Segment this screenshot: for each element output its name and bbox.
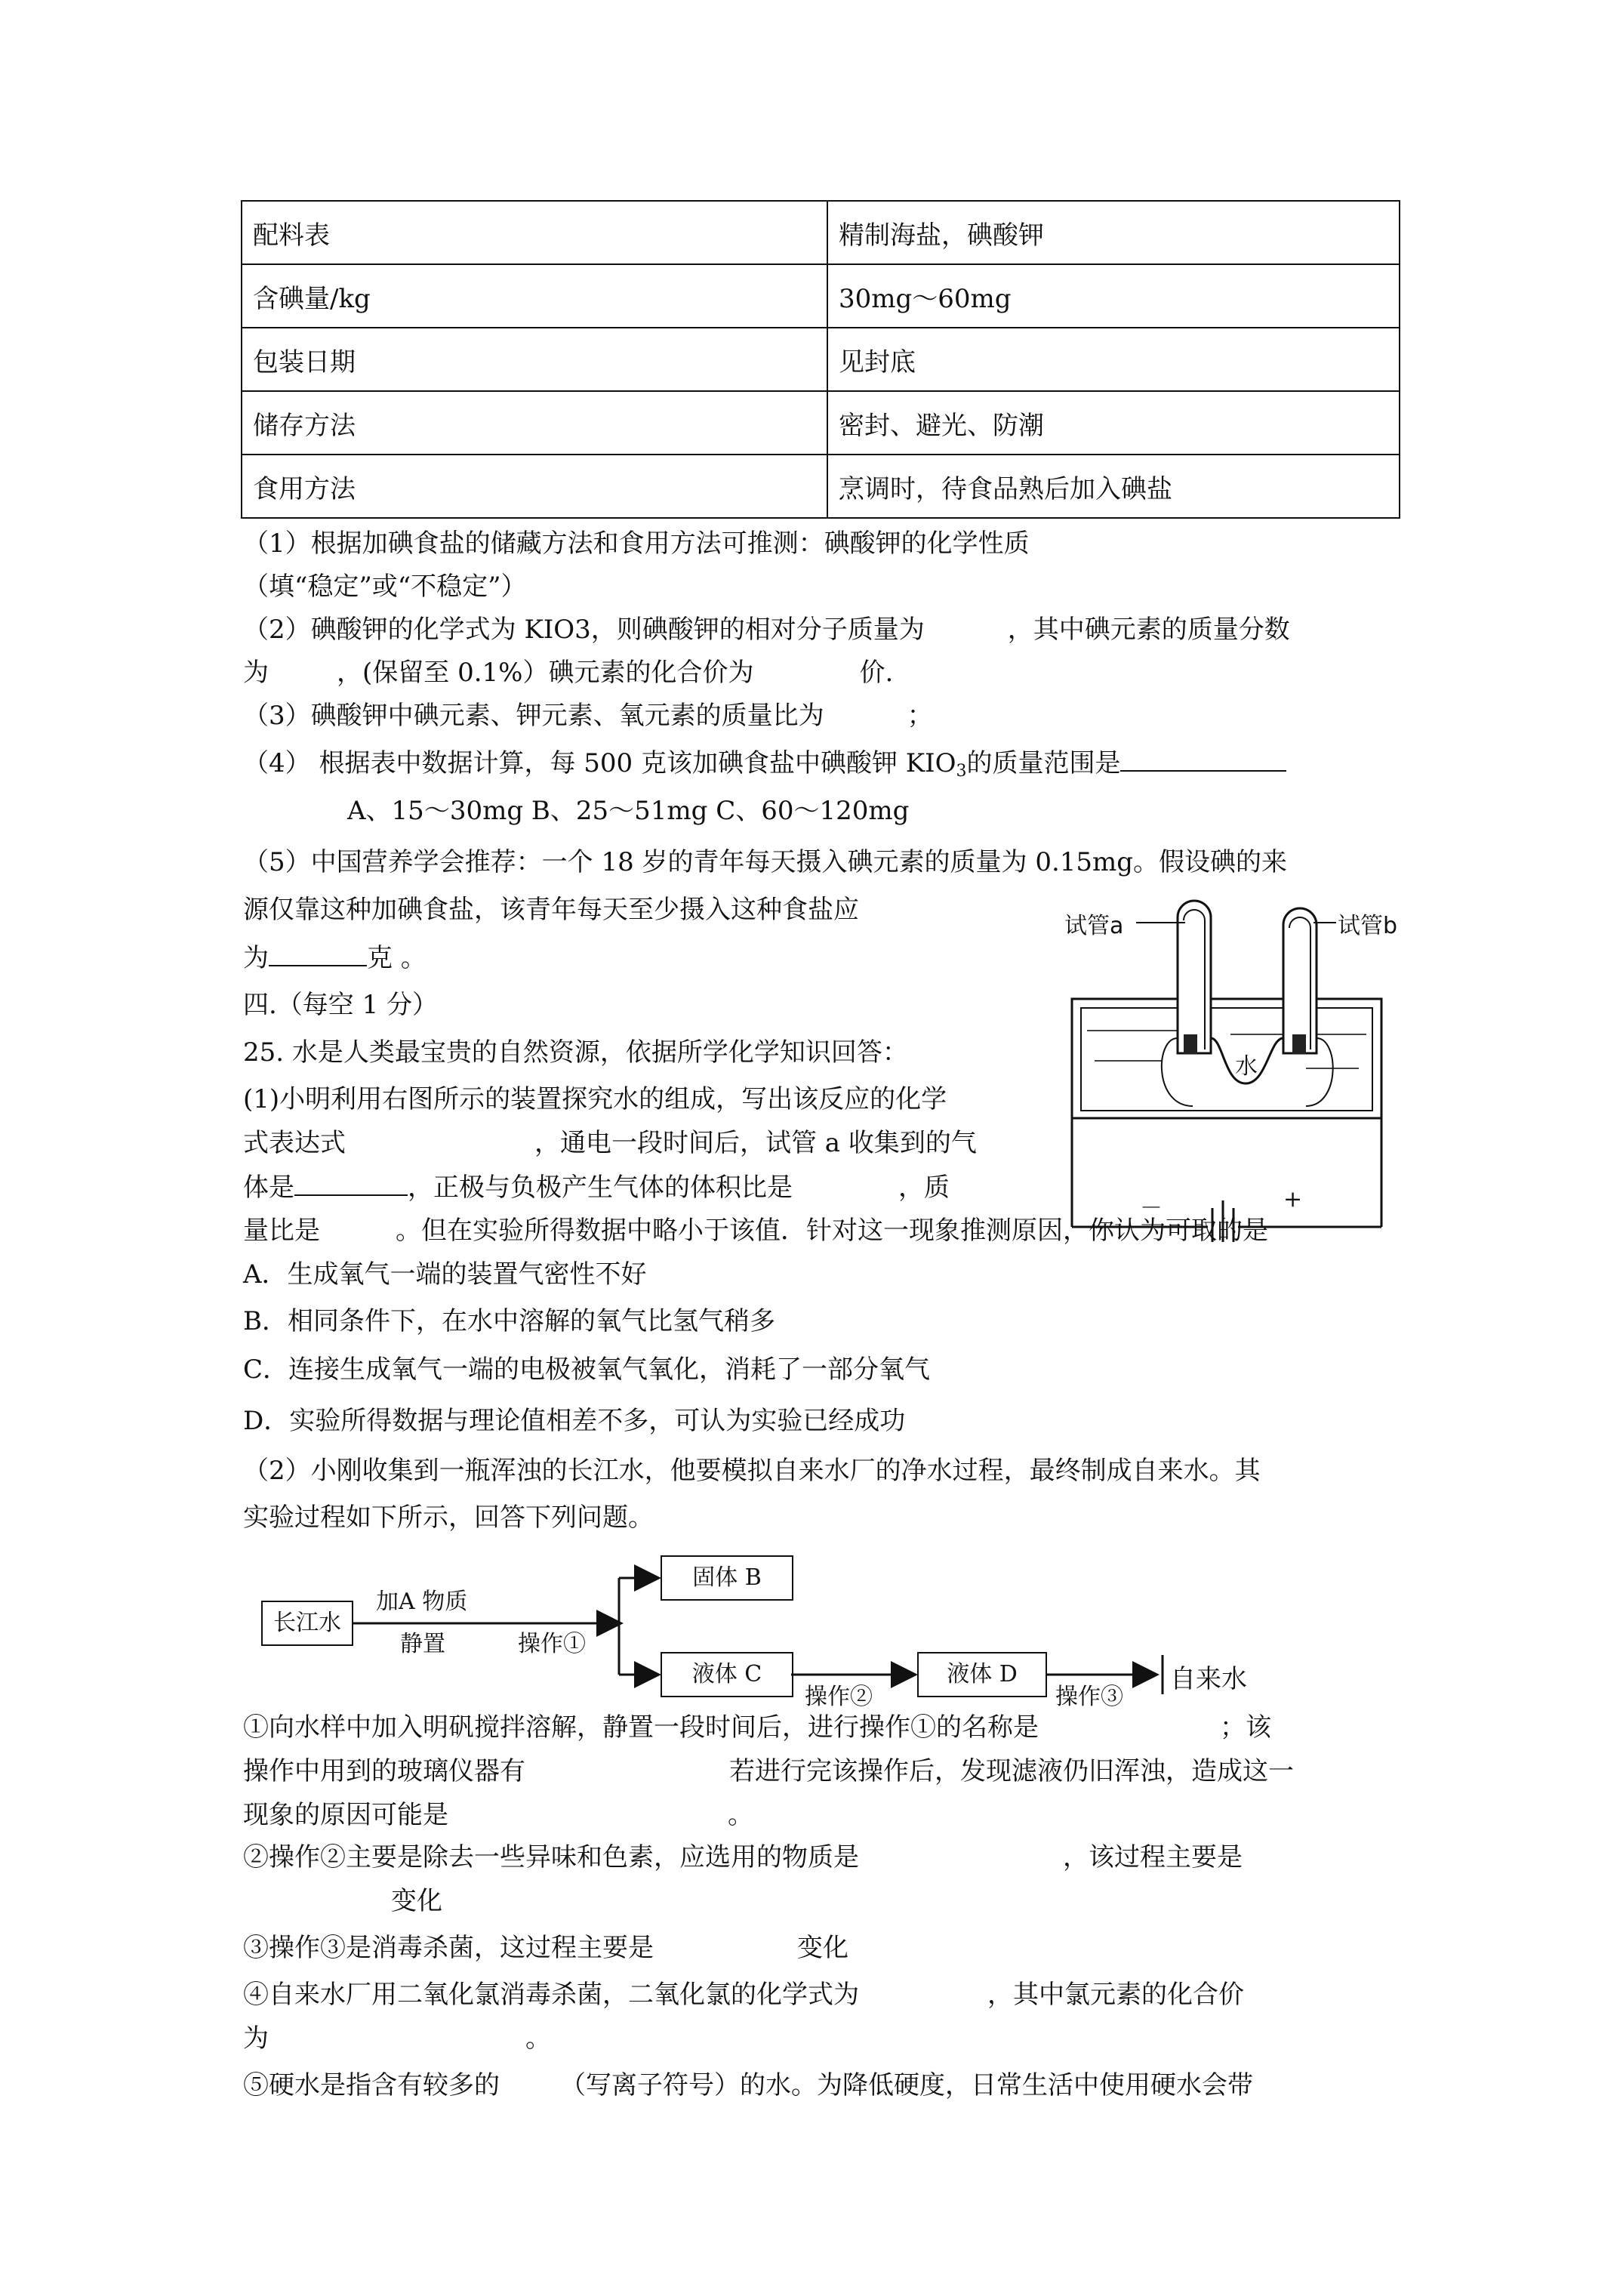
q3-text-b: ； [907,701,933,731]
q25-p1-line3 [243,1172,950,1203]
apparatus-drawing [1064,887,1397,1242]
q3-text-a: （3）碘酸钾中碘元素、钾元素、氧元素的质量比为 [243,701,824,731]
q4-text-a: （4） 根据表中数据计算，每 500 克该加碘食盐中碘酸钾 KIO [243,748,956,778]
q2-line2 [243,658,893,688]
q5-line3 [243,942,427,973]
flow-box-start: 长江水 [261,1601,353,1646]
sub-q2-text: ，该过程主要是 [1063,1842,1243,1872]
table-cell-value: 精制海盐，碘酸钾 [827,201,1400,264]
q25-text: 量比是 [243,1216,320,1246]
sub-q1-text: 若进行完该操作后，发现滤液仍旧浑浊，造成这一 [729,1756,1294,1786]
q25-text: ，正极与负极产生气体的体积比是 [408,1173,793,1203]
q2-text-d: ，(保留至 0.1%）碘元素的化合价为 [337,658,754,688]
sub-q1-text: 。 [728,1800,753,1830]
sub-q1-line2 [243,1756,1294,1786]
q5-text-a: 为 [243,943,269,973]
option-c: C．连接生成氧气一端的电极被氧气氧化，消耗了一部分氧气 [243,1354,931,1385]
q4-line [243,747,1286,787]
sub-q4-text: 为 [243,2023,269,2054]
sub-q4-text: 。 [525,2023,551,2054]
answer-blank [1120,747,1286,772]
q5-text-b: 克 。 [367,943,427,973]
flow-step-settle: 静置 [400,1631,445,1657]
q25-p2-line1: （2）小刚收集到一瓶浑浊的长江水，他要模拟自来水厂的净水过程，最终制成自来水。其 [243,1456,1261,1486]
q2-text-c: 为 [243,658,269,688]
q25-text: ，质 [898,1173,950,1203]
sub-q1-line1 [243,1712,1271,1743]
option-a: A．生成氧气一端的装置气密性不好 [243,1259,647,1290]
table-row [242,201,1400,264]
table-cell-value: 见封底 [827,328,1400,391]
table-cell-value: 30mg～60mg [827,264,1400,328]
answer-blank [294,1172,408,1196]
sub-q2-line2: 变化 [391,1886,442,1916]
q2-line1 [243,615,1290,645]
q25-text: 体是 [243,1173,294,1203]
q2-text-a: （2）碘酸钾的化学式为 KIO3，则碘酸钾的相对分子质量为 [243,615,925,645]
q2-text-b: ，其中碘元素的质量分数 [1007,615,1290,645]
flow-op1-label: 操作① [518,1631,586,1657]
sub-q1-line3 [243,1800,753,1830]
q25-p2-line2: 实验过程如下所示，回答下列问题。 [243,1502,654,1533]
flow-box-solid: 固体 B [661,1555,793,1601]
sub-q4-line1 [243,1980,1244,2010]
table-row [242,328,1400,391]
electrolysis-apparatus [1064,887,1397,1242]
table-cell-label: 配料表 [242,201,827,264]
q25-p1-line1: (1)小明利用右图所示的装置探究水的组成，写出该反应的化学 [243,1084,947,1114]
q3-line [243,701,933,731]
flow-box-liquid-c: 液体 C [661,1652,793,1697]
option-d: D．实验所得数据与理论值相差不多，可认为实验已经成功 [243,1406,906,1436]
table-cell-value: 烹调时，待食品熟后加入碘盐 [827,455,1400,518]
table-cell-value: 密封、避光、防潮 [827,391,1400,455]
answer-blank [269,942,367,966]
q4-text-b: 的质量范围是 [966,748,1121,778]
sub-q1-text: 操作中用到的玻璃仪器有 [243,1756,525,1786]
q25-intro: 25. 水是人类最宝贵的自然资源，依据所学化学知识回答： [243,1037,908,1068]
q25-text: 。但在实验所得数据中略小于该值．针对这一现象推测原因，你认为可取的是 [396,1216,1268,1246]
q25-text: 式表达式 [243,1128,346,1158]
sub-q2-line1 [243,1842,1243,1872]
sub-q4-line2 [243,2023,551,2054]
table-cell-label: 储存方法 [242,391,827,455]
water-label: 水 [1235,1053,1258,1080]
section-heading: 四.（每空 1 分） [243,990,439,1020]
sub-q5-line [243,2070,1253,2100]
q4-subscript: 3 [956,762,967,781]
tube-a-label: 试管a [1064,913,1124,939]
q4-options: A、15～30mg B、25～51mg C、60～120mg [347,796,910,826]
sub-q1-text: 现象的原因可能是 [243,1800,448,1830]
q5-line2: 源仅靠这种加碘食盐，该青年每天至少摄入这种食盐应 [243,895,859,925]
table-cell-label: 食用方法 [242,455,827,518]
sub-q3-line [243,1933,848,1963]
q5-line1: （5）中国营养学会推荐：一个 18 岁的青年每天摄入碘元素的质量为 0.15mg。假设碘的来 [243,847,1288,877]
sub-q5-text: ⑤硬水是指含有较多的 [243,2070,500,2100]
sub-q3-text: 变化 [797,1933,848,1963]
q2-text-e: 价. [859,658,894,688]
flow-op2-label: 操作② [805,1684,873,1710]
sub-q3-text: ③操作③是消毒杀菌，这过程主要是 [243,1933,654,1963]
flow-end-label: 自来水 [1170,1664,1247,1694]
tube-b-label: 试管b [1338,913,1398,939]
purification-flow-diagram [249,1548,1291,1710]
sub-q1-text: ；该 [1220,1712,1271,1743]
flow-step-add: 加A 物质 [376,1589,468,1615]
table-row [242,455,1400,518]
flow-box-liquid-d: 液体 D [917,1652,1047,1697]
sub-q1-text: ①向水样中加入明矾搅拌溶解，静置一段时间后，进行操作①的名称是 [243,1712,1039,1743]
option-b: B．相同条件下，在水中溶解的氧气比氢气稍多 [243,1306,775,1336]
negative-terminal: － [1140,1195,1163,1222]
table-cell-label: 含碘量/kg [242,264,827,328]
sub-q2-text: ②操作②主要是除去一些异味和色素，应选用的物质是 [243,1842,859,1872]
q25-text: ，通电一段时间后，试管 a 收集到的气 [534,1128,977,1158]
sub-q5-text: （写离子符号）的水。为降低硬度，日常生活中使用硬水会带 [560,2070,1253,2100]
table-cell-label: 包装日期 [242,328,827,391]
table-row [242,391,1400,455]
salt-spec-table [241,200,1400,519]
q1-line2: （填“稳定”或“不稳定”） [243,572,527,602]
positive-terminal: + [1283,1186,1303,1213]
table-row [242,264,1400,328]
q1-line1: （1）根据加碘食盐的储藏方法和食用方法可推测：碘酸钾的化学性质 [243,529,1030,559]
sub-q4-text: ④自来水厂用二氧化氯消毒杀菌，二氧化氯的化学式为 [243,1980,859,2010]
flow-op3-label: 操作③ [1055,1684,1123,1710]
sub-q4-text: ，其中氯元素的化合价 [987,1980,1244,2010]
q25-p1-line2 [243,1128,977,1158]
